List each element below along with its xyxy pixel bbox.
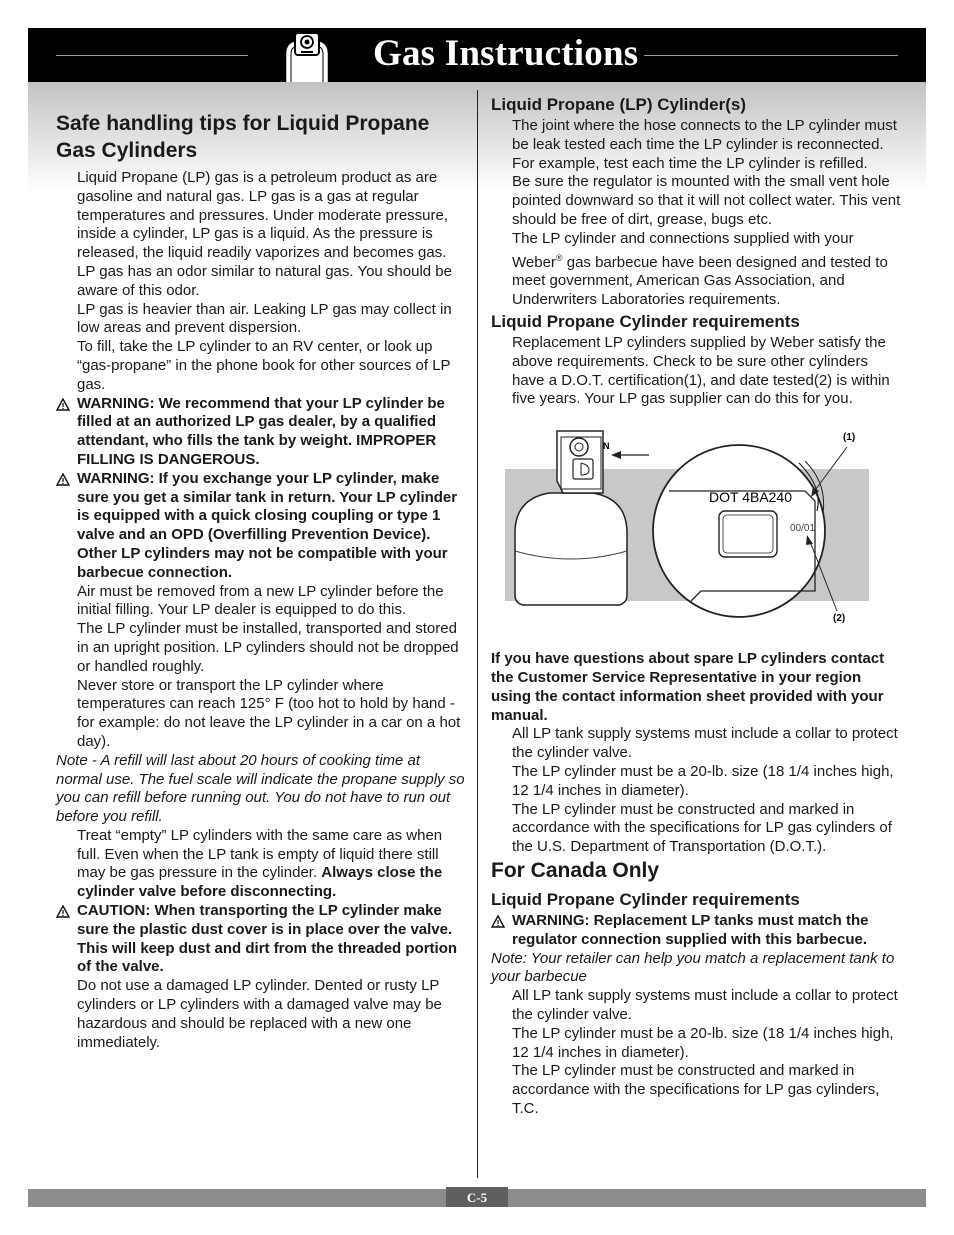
section-title-safe-handling: Safe handling tips for Liquid Propane Gas Cylinders — [56, 112, 430, 162]
paragraph: The LP cylinder must be installed, transported and stored in an upright position. LP cylinders should not be dropped or handled roughly. — [77, 620, 459, 675]
section-title-canada: For Canada Only — [491, 858, 660, 882]
canada-note: Note: Your retailer can help you match a replacement tank to your barbecue — [491, 949, 895, 986]
subtitle-lp-cylinders: Liquid Propane (LP) Cylinder(s) — [491, 95, 747, 114]
warning-triangle-icon — [56, 398, 70, 411]
header-rule-left — [56, 55, 248, 56]
list-item: All LP tank supply systems must include a collar to protect the cylinder valve. — [512, 725, 898, 762]
warning-triangle-icon — [491, 915, 505, 928]
subtitle-cylinder-requirements: Liquid Propane Cylinder requirements — [491, 311, 800, 331]
list-item: The LP cylinder must be a 20-lb. size (18 1/4 inches high, 12 1/4 inches in diameter). — [512, 1024, 894, 1061]
paragraph — [56, 827, 466, 902]
list-item: All LP tank supply systems must include a collar to protect the cylinder valve. — [512, 987, 898, 1023]
warning-paragraph — [56, 470, 466, 583]
right-column — [491, 94, 903, 1119]
canada-warning — [491, 912, 903, 950]
warning-triangle-icon — [56, 473, 70, 486]
header-bar — [28, 28, 926, 82]
text-span: Treat “empty” LP cylinders with the same care as when full. Even when the LP tank is empty of liquid there still may be gas pressure in the cylinder. — [77, 826, 443, 882]
paragraph — [491, 230, 903, 310]
paragraph: Replacement LP cylinders supplied by Weber satisfy the above requirements. Check to be sure other cylinders have a D.O.T. certification(1), and date tested(2) is within five years. Your LP gas supplier can do this for you. — [512, 333, 890, 408]
cylinder-illustration — [487, 421, 871, 636]
paragraph: Do not use a damaged LP cylinder. Dented or rusty LP cylinders or LP cylinders with a damaged valve may be hazardous and should be replaced with a new one immediately. — [77, 977, 442, 1051]
warning-triangle-icon — [56, 905, 70, 918]
page-number: C-5 — [446, 1187, 508, 1207]
us-requirements-list — [491, 725, 903, 857]
warning-paragraph — [56, 902, 466, 977]
warning-text: CAUTION: When transporting the LP cylinder make sure the plastic dust cover is in place over the valve. This will keep dust and dirt from the threaded portion of the valve. — [77, 902, 458, 976]
paragraph: Never store or transport the LP cylinder where temperatures can reach 125° F (too hot to hold by hand - for example: do not leave the LP cylinder in a car on a hot day). — [77, 676, 461, 750]
note-paragraph: Note - A refill will last about 20 hours of cooking time at normal use. The fuel scale will indicate the propane supply so you can refill before running out. You do not have to run out before you refill. — [56, 751, 465, 826]
paragraph: To fill, take the LP cylinder to an RV center, or look up “gas-propane” in the phone book for other sources of LP gas. — [77, 338, 451, 393]
list-item: The LP cylinder must be constructed and marked in accordance with the specifications for LP gas cylinders, T.C. — [512, 1062, 880, 1117]
canada-requirements-list — [491, 987, 903, 1119]
customer-service-note: If you have questions about spare LP cylinders contact the Customer Service Representative in your region using the contact information sheet provided with your manual. — [491, 650, 885, 724]
left-blocks — [56, 169, 466, 1052]
test-date-text: 00/01 — [790, 523, 816, 535]
paragraph: Air must be removed from a new LP cylinder before the initial filling. Your LP dealer is equipped to do this. — [77, 582, 444, 619]
warning-paragraph — [56, 395, 466, 470]
header-rule-right — [644, 55, 898, 56]
page-title: Gas Instructions — [373, 33, 639, 74]
paragraph: Liquid Propane (LP) gas is a petroleum product as are gasoline and natural gas. LP gas is a gas at regular temperatures and pressures. Under moderate pressure, inside a cylinder, LP gas is a liquid. As the pressure is released, the liquid readily vaporizes and becomes gas. LP gas has an odor similar to natural gas. You should be aware of this odor. — [77, 169, 452, 299]
callout-2: (2) — [833, 613, 846, 625]
list-item: The LP cylinder must be constructed and marked in accordance with the specifications for LP gas cylinders of the U.S. Department of Transportation (D.O.T.). — [512, 800, 892, 856]
warning-text: WARNING: We recommend that your LP cylinder be filled at an authorized LP gas dealer, by a qualified attendant, who fills the tank by weight. IMPROPER FILLING IS DANGEROUS. — [77, 394, 445, 468]
paragraph: The joint where the hose connects to the LP cylinder must be leak tested each time the LP cylinder is reconnected. For example, test each time the LP cylinder is refilled. — [512, 117, 897, 172]
paragraph: Be sure the regulator is mounted with the small vent hole pointed downward so that it will not collect water. This vent should be free of dirt, grease, bugs etc. — [512, 173, 901, 228]
callout-1: (1) — [843, 432, 856, 444]
cylinder-diagram — [487, 421, 871, 636]
dot-certification-text: DOT 4BA240 — [709, 489, 793, 506]
subtitle-canada-requirements: Liquid Propane Cylinder requirements — [491, 889, 800, 909]
collar-tab-letter: N — [603, 441, 610, 452]
bold-instruction: Always close the cylinder valve before disconnecting. — [77, 864, 443, 901]
registered-mark: ® — [555, 252, 563, 263]
text-span: The LP cylinder and connections supplied with your Weber — [512, 229, 854, 271]
warning-text: WARNING: If you exchange your LP cylinder, make sure you get a similar tank in return. Your LP cylinder is equipped with a quick closing coupling or type 1 valve and an OPD (Overfilling Prevention Device). Other LP cylinders may not be compatible with your barbecue connection. — [77, 469, 458, 581]
left-column — [56, 110, 466, 1052]
column-divider — [477, 90, 478, 1178]
warning-text: WARNING: Replacement LP tanks must match the regulator connection supplied with this barbecue. — [512, 911, 869, 948]
text-span: gas barbecue have been designed and tested to meet government, American Gas Association, and Underwriters Laboratories requirements. — [512, 253, 888, 309]
paragraph: LP gas is heavier than air. Leaking LP gas may collect in low areas and prevent dispersion. — [77, 300, 452, 337]
list-item: The LP cylinder must be a 20-lb. size (18 1/4 inches high, 12 1/4 inches in diameter). — [512, 762, 894, 799]
